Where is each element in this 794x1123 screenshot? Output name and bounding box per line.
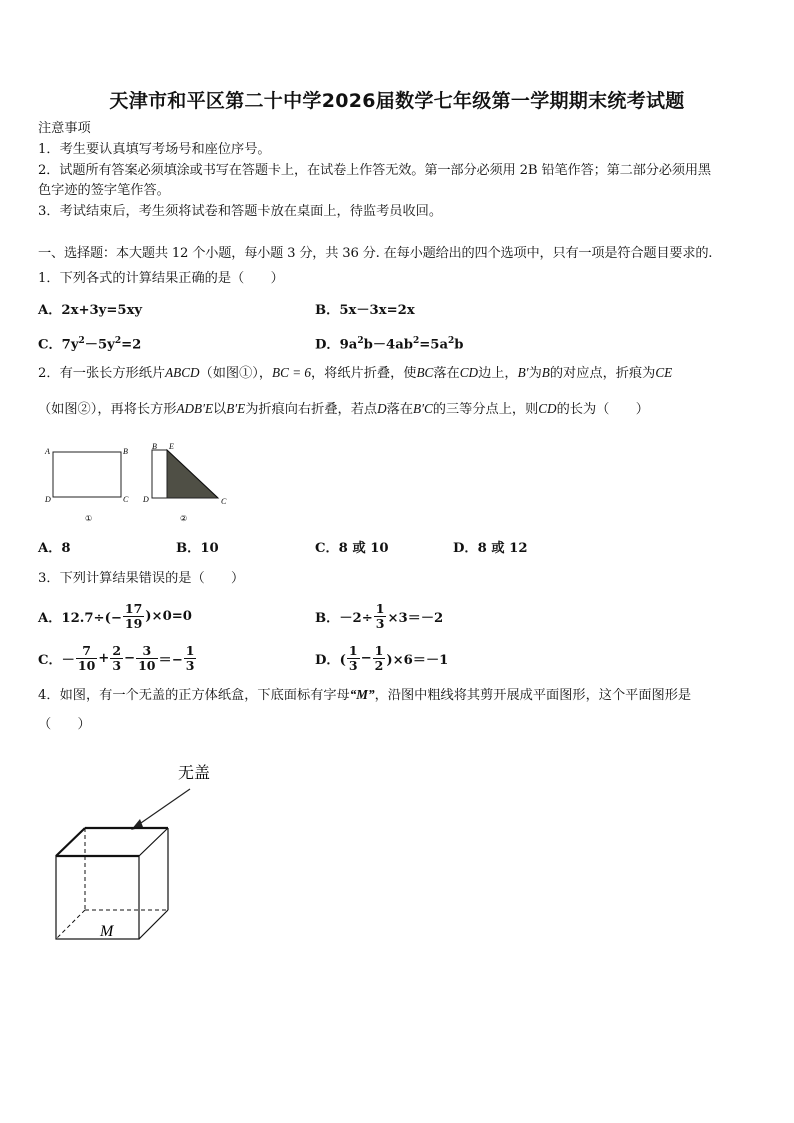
notice-item-3: 3．考试结束后，考生须将试卷和答题卡放在桌面上，待监考员收回。 xyxy=(38,204,443,219)
q4-answer-paren: （ ） xyxy=(38,717,91,732)
figure-2-caption: ② xyxy=(180,514,188,523)
label-e: E xyxy=(169,442,174,451)
notice-item-1: 1．考生要认真填写考场号和座位序号。 xyxy=(38,142,271,157)
q3-option-d: D．( $\frac{1}{3}$ − $\frac{1}{2}$ )×6＝－1 xyxy=(315,642,449,673)
no-lid-label: 无盖 xyxy=(178,765,211,782)
m-label: M xyxy=(100,923,114,940)
label-c-2: C xyxy=(221,497,227,506)
label-c: C xyxy=(123,495,129,504)
q4-cube-figure xyxy=(40,755,240,955)
q2-option-d: D．8 或 12 xyxy=(453,541,528,556)
q2-option-a: A．8 xyxy=(38,541,71,556)
figure-1-caption: ① xyxy=(85,514,93,523)
q2-option-b: B．10 xyxy=(176,541,219,556)
figure-1-rectangle xyxy=(44,447,129,523)
notice-item-2-cont: 色字迹的签字笔作答。 xyxy=(38,183,170,198)
q1-option-c: C．$7y^2-5y^2=2$ xyxy=(38,336,142,353)
label-d: D xyxy=(45,495,51,504)
label-d-2: D xyxy=(143,495,149,504)
notice-item-2: 2．试题所有答案必须填涂或书写在答题卡上，在试卷上作答无效。第一部分必须用 2B 铅笔作答；第二部分必须用黑 xyxy=(38,163,711,178)
q4-stem: 4．如图，有一个无盖的正方体纸盒，下底面标有字母“M”，沿图中粗线将其剪开展成平面图形，这个平面图形是 xyxy=(38,687,692,703)
q2-option-c: C．8 或 10 xyxy=(315,541,389,556)
q2-stem-line1: 2．有一张长方形纸片ABCD（如图①），BC = 6，将纸片折叠，使BC落在CD边上，B′为B的对应点，折痕为CE xyxy=(38,365,673,381)
page-title: 天津市和平区第二十中学2026届数学七年级第一学期期末统考试题 xyxy=(109,90,685,112)
q2-stem-line2: （如图②），再将长方形ADB′E以B′E为折痕向右折叠，若点D落在B′C的三等分点上，则CD的长为（ ） xyxy=(38,401,649,417)
q2-figures xyxy=(38,440,238,530)
q3-option-b: B．－2÷ $\frac{1}{3}$ ×3＝－2 xyxy=(315,600,444,631)
figure-2-folded xyxy=(142,442,227,523)
q1-option-d: D．$9a^2b-4ab^2=5a^2b$ xyxy=(315,336,464,353)
label-a: A xyxy=(45,447,50,456)
label-b: B xyxy=(123,447,128,456)
q3-option-a: A．12.7÷(− $\frac{17}{19}$ )×0=0 xyxy=(38,600,192,631)
no-lid-arrow xyxy=(138,789,190,825)
label-b-2: B xyxy=(152,442,157,451)
q1-stem: 1．下列各式的计算结果正确的是（ ） xyxy=(38,271,284,286)
q1-option-a: A．2x+3y=5xy xyxy=(38,303,143,318)
section-heading: 一、选择题：本大题共 12 个小题，每小题 3 分，共 36 分. 在每小题给出的四个选项中，只有一项是符合题目要求的. xyxy=(38,246,713,261)
q3-option-c: C．－ $\frac{7}{10}$ + $\frac{2}{3}$ − $\frac{3}{10}$ ＝− $\frac{1}{3}$ xyxy=(38,642,195,673)
q3-stem: 3．下列计算结果错误的是（ ） xyxy=(38,571,245,586)
notice-heading: 注意事项 xyxy=(38,121,91,136)
q1-option-b: B．5x－3x=2x xyxy=(315,303,415,318)
